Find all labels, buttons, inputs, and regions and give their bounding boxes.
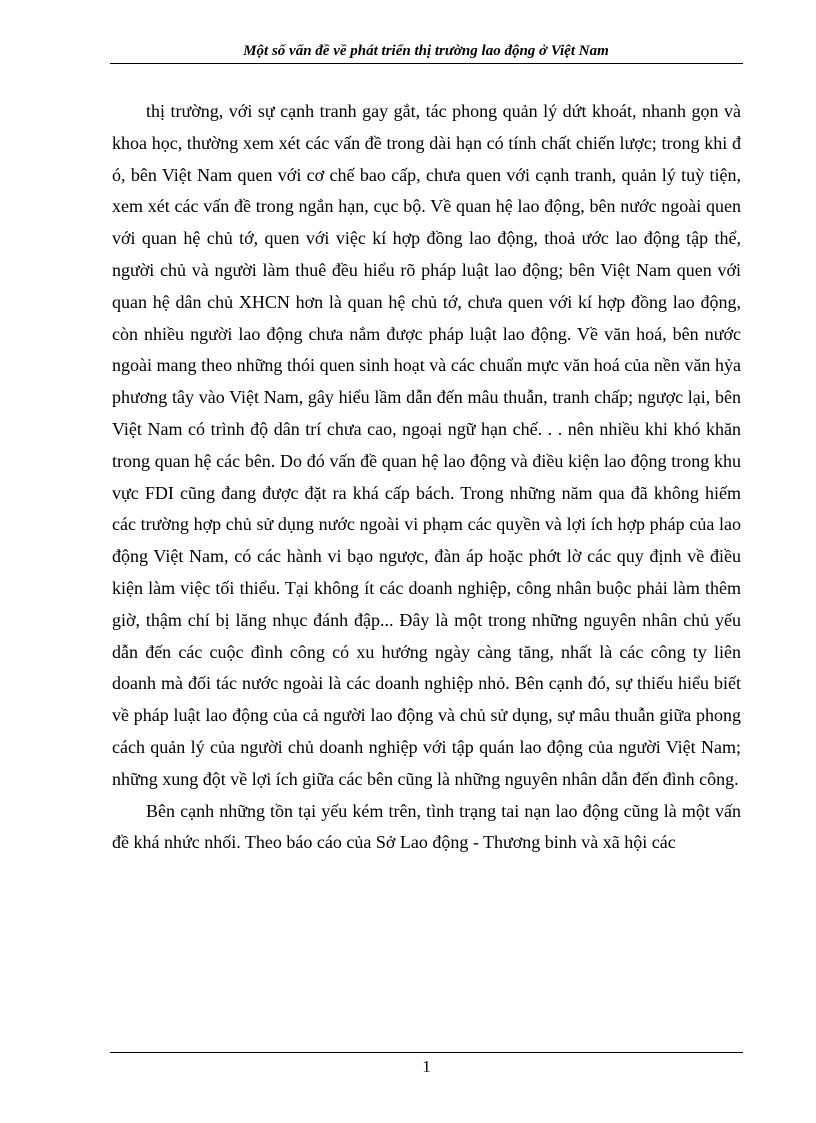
page-number: 1: [422, 1057, 431, 1076]
footer-divider: [110, 1052, 743, 1053]
header-divider: [110, 63, 743, 64]
paragraph-continued: thị trường, với sự cạnh tranh gay gắt, tác phong quản lý dứt khoát, nhanh gọn và khoa học, thường xem xét các vấn đề trong dài hạn có tính chất chiến lược; trong khi đ ó, bên Việt Nam quen với cơ chế bao cấp, chưa quen với cạnh tranh, quản lý tuỳ tiện, xem xét các vấn đề trong ngắn hạn, cục bộ. Về quan hệ lao động, bên nước ngoài quen với quan hệ chủ tớ, quen với việc kí hợp đồng lao động, thoả ước lao động tập thể, người chủ và người làm thuê đều hiểu rõ pháp luật lao động; bên Việt Nam quen với quan hệ dân chủ XHCN hơn là quan hệ chủ tớ, chưa quen với kí hợp đồng lao động, còn nhiều người lao động chưa nắm được pháp luật lao động. Về văn hoá, bên nước ngoài mang theo những thói quen sinh hoạt và các chuẩn mực văn hoá của nền văn hỷa phương tây vào Việt Nam, gây hiểu lầm dẫn đến mâu thuẫn, tranh chấp; ngược lại, bên Việt Nam có trình độ dân trí chưa cao, ngoại ngữ hạn chế. . . nên nhiều khi khó khăn trong quan hệ các bên. Do đó vấn đề quan hệ lao động và điều kiện lao động trong khu vực FDI cũng đang được đặt ra khá cấp bách. Trong những năm qua đã không hiếm các trường hợp chủ sử dụng nước ngoài vi phạm các quyền và lợi ích hợp pháp của lao động Việt Nam, có các hành vi bạo ngược, đàn áp hoặc phớt lờ các quy định về điều kiện làm việc tối thiểu. Tại không ít các doanh nghiệp, công nhân buộc phải làm thêm giờ, thậm chí bị lăng nhục đánh đập... Đây là một trong những nguyên nhân chủ yếu dẫn đến các cuộc đình công có xu hướng ngày càng tăng, nhất là các công ty liên doanh mà đối tác nước ngoài là các doanh nghiệp nhỏ. Bên cạnh đó, sự thiếu hiểu biết về pháp luật lao động của cả người lao động và chủ sử dụng, sự mâu thuẫn giữa phong cách quản lý của người chủ doanh nghiệp với tập quán lao động của người Việt Nam; những xung đột về lợi ích giữa các bên cũng là những nguyên nhân dẫn đến đình công.: [112, 101, 741, 789]
paragraph-accident: Bên cạnh những tồn tại yếu kém trên, tình trạng tai nạn lao động cũng là một vấn đề khá nhức nhối. Theo báo cáo của Sở Lao động - Thương binh và xã hội các: [112, 800, 741, 853]
running-header-title: Một số vấn đề về phát triển thị trường lao động ở Việt Nam: [243, 43, 609, 59]
document-body: [112, 96, 741, 859]
